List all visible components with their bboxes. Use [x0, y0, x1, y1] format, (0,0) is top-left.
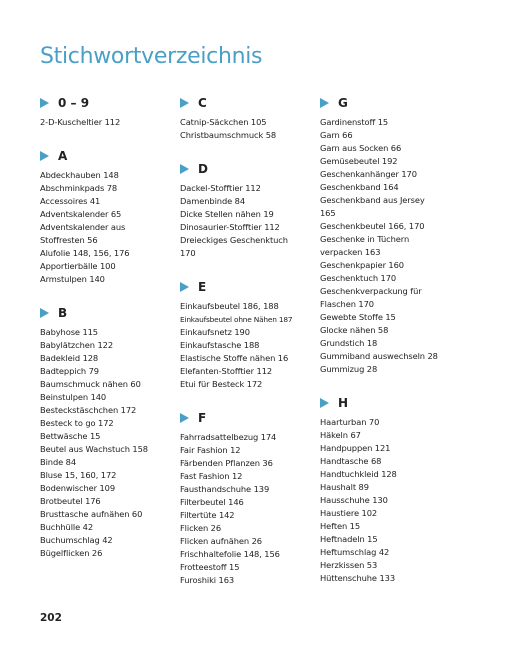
index-list-e — [180, 300, 335, 391]
index-entry: Hüttenschuhe 133 — [320, 573, 396, 583]
index-entry: Bettwäsche 15 — [40, 431, 101, 441]
index-entry: Heftnadeln 15 — [320, 534, 378, 544]
triangle-arrow-icon — [180, 413, 189, 423]
page-number: 202 — [40, 612, 62, 624]
index-entry: Haushalt 89 — [320, 482, 369, 492]
index-list-a — [40, 169, 195, 286]
index-entry: Buchhülle 42 — [40, 522, 93, 532]
index-entry: Elastische Stoffe nähen 16 — [180, 353, 289, 363]
section-heading-0-9 — [40, 95, 195, 111]
section-letter: C — [198, 96, 207, 110]
section-letter: H — [338, 396, 349, 410]
section-letter: E — [198, 280, 207, 294]
index-entry: Badteppich 79 — [40, 366, 99, 376]
index-entry: Glocke nähen 58 — [320, 325, 389, 335]
index-entry: Elefanten-Stofftier 112 — [180, 366, 273, 376]
triangle-arrow-icon — [320, 398, 329, 408]
index-entry: Filterbeutel 146 — [180, 497, 244, 507]
index-entry: Geschenkband 164 — [320, 182, 399, 192]
index-entry: Heften 15 — [320, 521, 361, 531]
index-entry: Furoshiki 163 — [180, 575, 235, 585]
index-entry: 165 — [320, 208, 336, 218]
index-column-3 — [320, 95, 475, 585]
index-entry: Einkaufsbeutel 186, 188 — [180, 301, 279, 311]
index-entry: Adventskalender 65 — [40, 209, 122, 219]
index-entry: Dinosaurier-Stofftier 112 — [180, 222, 280, 232]
triangle-arrow-icon — [180, 282, 189, 292]
section-heading-a — [40, 148, 195, 164]
index-entry: Flicken 26 — [180, 523, 222, 533]
index-entry: Abschminkpads 78 — [40, 183, 118, 193]
index-entry: Gardinenstoff 15 — [320, 117, 389, 127]
index-entry: Frischhaltefolie 148, 156 — [180, 549, 280, 559]
index-entry: Accessoires 41 — [40, 196, 101, 206]
index-entry: Beutel aus Wachstuch 158 — [40, 444, 148, 454]
index-list-c — [180, 116, 335, 142]
index-entry: Alufolie 148, 156, 176 — [40, 248, 130, 258]
triangle-arrow-icon — [180, 164, 189, 174]
index-entry: Häkeln 67 — [320, 430, 361, 440]
index-entry: Brotbeutel 176 — [40, 496, 101, 506]
index-entry: Bügelflicken 26 — [40, 548, 103, 558]
index-entry: Beinstulpen 140 — [40, 392, 107, 402]
index-entry: Baumschmuck nähen 60 — [40, 379, 141, 389]
index-entry: Abdeckhauben 148 — [40, 170, 119, 180]
index-entry: Geschenkpapier 160 — [320, 260, 404, 270]
triangle-arrow-icon — [180, 98, 189, 108]
index-entry: Fausthandschuhe 139 — [180, 484, 270, 494]
triangle-arrow-icon — [40, 308, 49, 318]
index-entry: Gummiband auswechseln 28 — [320, 351, 438, 361]
section-letter: 0 – 9 — [58, 96, 90, 110]
index-entry: Armstulpen 140 — [40, 274, 105, 284]
section-letter: F — [198, 411, 207, 425]
index-entry: Etui für Besteck 172 — [180, 379, 263, 389]
index-entry: Grundstich 18 — [320, 338, 378, 348]
index-entry: Garn aus Socken 66 — [320, 143, 402, 153]
index-list-h — [320, 416, 475, 585]
index-entry: Christbaumschmuck 58 — [180, 130, 277, 140]
index-list-g — [320, 116, 475, 376]
index-entry: Apportierbälle 100 — [40, 261, 116, 271]
index-entry: Babylätzchen 122 — [40, 340, 114, 350]
triangle-arrow-icon — [320, 98, 329, 108]
index-entry: Fahrradsattelbezug 174 — [180, 432, 277, 442]
index-entry: Dackel-Stofftier 112 — [180, 183, 261, 193]
index-entry: Gummizug 28 — [320, 364, 378, 374]
index-entry: Einkaufsbeutel ohne Nähen 187 — [180, 315, 293, 324]
index-column-1 — [40, 95, 195, 560]
index-entry: Badekleid 128 — [40, 353, 99, 363]
index-list-b — [40, 326, 195, 560]
index-entry: Heftumschlag 42 — [320, 547, 390, 557]
index-entry: Handtuchkleid 128 — [320, 469, 397, 479]
index-entry: Hausschuhe 130 — [320, 495, 388, 505]
index-entry: Geschenkanhänger 170 — [320, 169, 417, 179]
index-entry: Frotteestoff 15 — [180, 562, 240, 572]
index-entry: Geschenkbeutel 166, 170 — [320, 221, 425, 231]
page-title: Stichwortverzeichnis — [40, 44, 263, 69]
section-heading-c — [180, 95, 335, 111]
index-entry: Geschenktuch 170 — [320, 273, 397, 283]
index-entry: Handpuppen 121 — [320, 443, 391, 453]
section-heading-f — [180, 410, 335, 426]
index-entry: Damenbinde 84 — [180, 196, 246, 206]
index-entry: Haustiere 102 — [320, 508, 378, 518]
index-entry: Fast Fashion 12 — [180, 471, 243, 481]
section-heading-h — [320, 395, 475, 411]
index-entry: Bluse 15, 160, 172 — [40, 470, 117, 480]
index-entry: Besteckstäschchen 172 — [40, 405, 137, 415]
index-entry: Färbenden Pflanzen 36 — [180, 458, 273, 468]
index-entry: Bodenwischer 109 — [40, 483, 116, 493]
index-entry: Fair Fashion 12 — [180, 445, 241, 455]
index-entry: verpacken 163 — [320, 247, 381, 257]
triangle-arrow-icon — [40, 151, 49, 161]
index-entry: Geschenkverpackung für — [320, 286, 422, 296]
index-entry: Brusttasche aufnähen 60 — [40, 509, 143, 519]
index-entry: Buchumschlag 42 — [40, 535, 113, 545]
section-heading-e — [180, 279, 335, 295]
section-letter: G — [338, 96, 348, 110]
index-entry: Einkaufstasche 188 — [180, 340, 260, 350]
index-entry: Einkaufsnetz 190 — [180, 327, 250, 337]
index-entry: Geschenkband aus Jersey — [320, 195, 425, 205]
index-entry: Gemüsebeutel 192 — [320, 156, 398, 166]
index-entry: 2-D-Kuscheltier 112 — [40, 117, 121, 127]
index-entry: Babyhose 115 — [40, 327, 98, 337]
index-entry: Catnip-Säckchen 105 — [180, 117, 267, 127]
section-letter: D — [198, 162, 208, 176]
index-entry: Gewebte Stoffe 15 — [320, 312, 396, 322]
index-entry: Handtasche 68 — [320, 456, 382, 466]
index-entry: Filtertüte 142 — [180, 510, 235, 520]
index-entry: Binde 84 — [40, 457, 77, 467]
index-list-f — [180, 431, 335, 587]
index-entry: Garn 66 — [320, 130, 353, 140]
section-letter: B — [58, 306, 68, 320]
index-list-0-9 — [40, 116, 195, 129]
index-entry: Herzkissen 53 — [320, 560, 378, 570]
index-entry: Geschenke in Tüchern — [320, 234, 410, 244]
index-entry: Dicke Stellen nähen 19 — [180, 209, 274, 219]
index-entry: Dreieckiges Geschenktuch — [180, 235, 288, 245]
section-letter: A — [58, 149, 68, 163]
index-entry: 170 — [180, 248, 196, 258]
triangle-arrow-icon — [40, 98, 49, 108]
index-entry: Flicken aufnähen 26 — [180, 536, 262, 546]
index-column-2 — [180, 95, 335, 587]
index-entry: Haarturban 70 — [320, 417, 380, 427]
index-entry: Adventskalender aus — [40, 222, 126, 232]
index-entry: Stoffresten 56 — [40, 235, 98, 245]
section-heading-g — [320, 95, 475, 111]
index-entry: Flaschen 170 — [320, 299, 374, 309]
section-heading-d — [180, 161, 335, 177]
index-entry: Besteck to go 172 — [40, 418, 114, 428]
index-list-d — [180, 182, 335, 260]
section-heading-b — [40, 305, 195, 321]
